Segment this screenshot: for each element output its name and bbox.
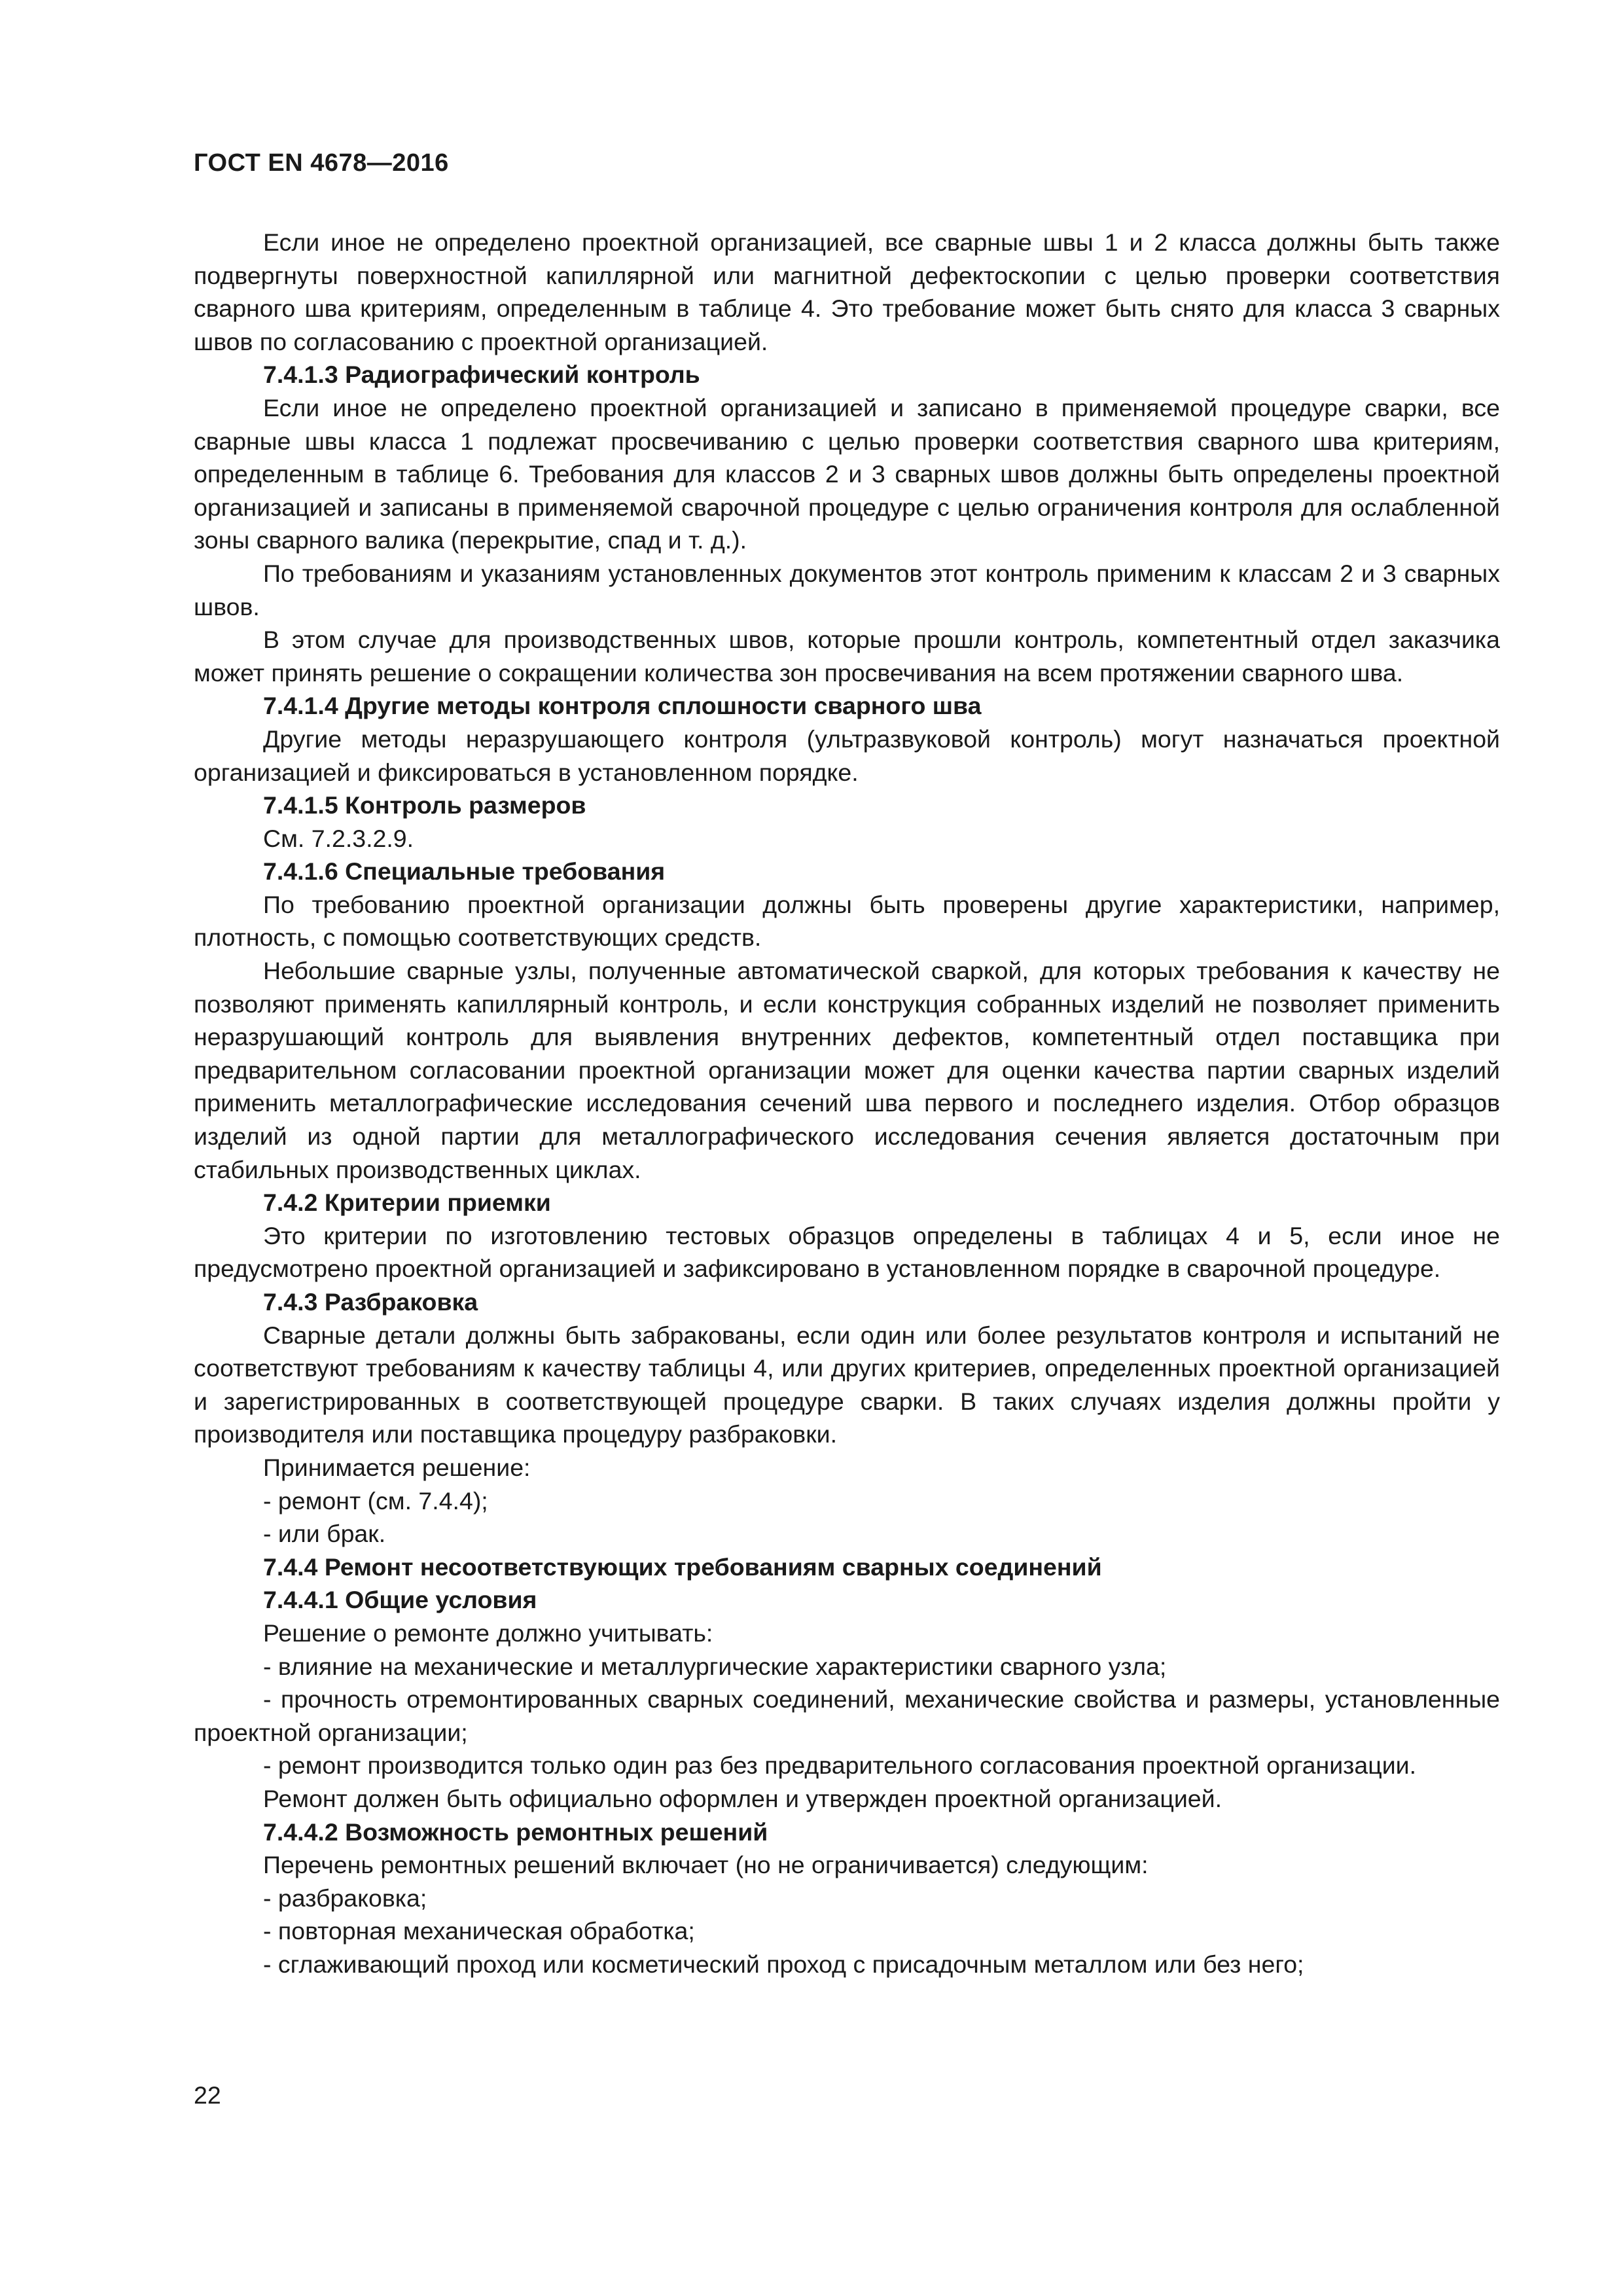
page-number: 22 — [194, 2081, 221, 2109]
paragraph: Другие методы неразрушающего контроля (ультразвуковой контроль) могут назначаться проектной организацией и фиксироваться в установленном порядке. — [194, 725, 1500, 786]
paragraph: По требованию проектной организации должны быть проверены другие характеристики, например, плотность, с помощью соответствующих средств. — [194, 890, 1500, 952]
paragraph: Небольшие сварные узлы, полученные автоматической сваркой, для которых требования к качеству не позволяют применять капиллярный контроль, и если конструкция собранных изделий не позволяет применить неразрушающий контроль для выявления внутренних дефектов, компетентный отдел поставщика при предварительном согласовании проектной организации может для оценки качества партии сварных изделий применить металлографические исследования сечений шва первого и последнего изделия. Отбор образцов изделий из одной партии для металлографического исследования сечения является достаточным при стабильных производственных циклах. — [194, 957, 1500, 1183]
section-heading-7-4-3: 7.4.3 Разбраковка — [263, 1288, 478, 1316]
list-item: - прочность отремонтированных сварных соединений, механические свойства и размеры, установленные проектной организации; — [194, 1685, 1500, 1746]
section-heading-7-4-2: 7.4.2 Критерии приемки — [263, 1189, 551, 1217]
section-heading-7-4-1-3: 7.4.1.3 Радиографический контроль — [263, 361, 700, 389]
section-heading-7-4-4-1: 7.4.4.1 Общие условия — [263, 1586, 537, 1614]
list-item: - влияние на механические и металлургические характеристики сварного узла; — [263, 1652, 1167, 1680]
paragraph: По требованиям и указаниям установленных документов этот контроль применим к классам 2 и 3 сварных швов. — [194, 559, 1500, 620]
paragraph: Если иное не определено проектной организацией, все сварные швы 1 и 2 класса должны быть также подвергнуты поверхностной капиллярной или магнитной дефектоскопии с целью проверки соответствия сварного шва критериям, определенным в таблице 4. Это требование может быть снято для класса 3 сварных швов по согласованию с проектной организацией. — [194, 228, 1500, 355]
paragraph: Перечень ремонтных решений включает (но не ограничивается) следующим: — [263, 1851, 1149, 1879]
list-item: - или брак. — [263, 1520, 386, 1548]
paragraph: В этом случае для производственных швов, которые прошли контроль, компетентный отдел заказчика может принять решение о сокращении количества зон просвечивания на всем протяжении сварного шва. — [194, 626, 1500, 687]
list-item: - повторная механическая обработка; — [263, 1917, 695, 1945]
paragraph: Это критерии по изготовлению тестовых образцов определены в таблицах 4 и 5, если иное не предусмотрено проектной организацией и зафиксировано в установленном порядке в сварочной процедуре. — [194, 1221, 1500, 1283]
section-heading-7-4-1-5: 7.4.1.5 Контроль размеров — [263, 791, 586, 819]
section-heading-7-4-4: 7.4.4 Ремонт несоответствующих требованиям сварных соединений — [263, 1552, 1102, 1581]
paragraph: Ремонт должен быть официально оформлен и утвержден проектной организацией. — [263, 1784, 1222, 1812]
list-item: - ремонт производится только один раз без предварительного согласования проектной организации. — [263, 1751, 1417, 1780]
section-heading-7-4-1-4: 7.4.1.4 Другие методы контроля сплошности сварного шва — [263, 692, 982, 720]
paragraph: Если иное не определено проектной организацией и записано в применяемой процедуре сварки, все сварные швы класса 1 подлежат просвечиванию с целью проверки соответствия сварного шва критериям, определенным в таблице 6. Требования для классов 2 и 3 сварных швов должны быть определены проектной организацией и записаны в применяемой сварочной процедуре с целью ограничения контроля для ослабленной зоны сварного валика (перекрытие, спад и т. д.). — [194, 393, 1500, 554]
paragraph: Сварные детали должны быть забракованы, если один или более результатов контроля и испытаний не соответствуют требованиям к качеству таблицы 4, или других критериев, определенных проектной организацией и зарегистрированных в соответствующей процедуре сварки. В таких случаях изделия должны пройти у производителя или поставщика процедуру разбраковки. — [194, 1321, 1500, 1448]
document-header: ГОСТ EN 4678—2016 — [194, 149, 449, 177]
list-item: - сглаживающий проход или косметический проход с присадочным металлом или без него; — [263, 1950, 1304, 1978]
list-item: - разбраковка; — [263, 1884, 427, 1912]
paragraph: См. 7.2.3.2.9. — [263, 824, 414, 852]
list-item: - ремонт (см. 7.4.4); — [263, 1486, 488, 1515]
document-body — [194, 226, 1500, 1981]
paragraph: Решение о ремонте должно учитывать: — [263, 1619, 713, 1647]
section-heading-7-4-1-6: 7.4.1.6 Специальные требования — [263, 857, 666, 886]
section-heading-7-4-4-2: 7.4.4.2 Возможность ремонтных решений — [263, 1818, 768, 1846]
paragraph: Принимается решение: — [263, 1453, 531, 1481]
